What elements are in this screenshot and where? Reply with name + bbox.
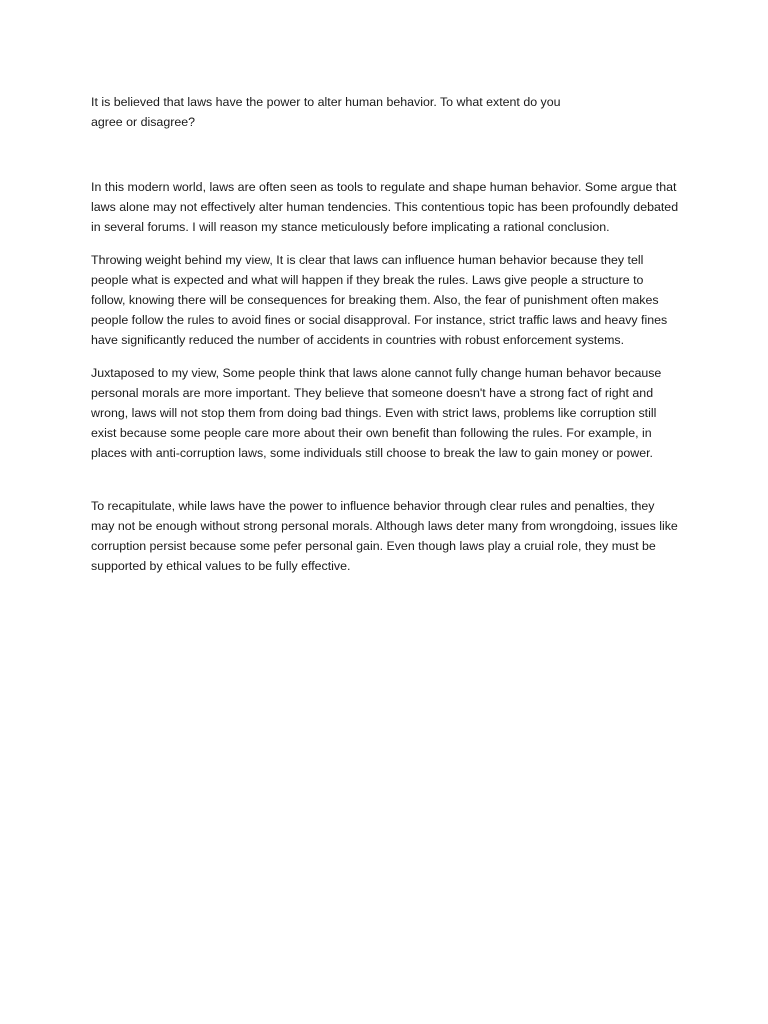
essay-prompt: It is believed that laws have the power to alter human behavior. To what extent do you agree or disagree? — [91, 95, 561, 129]
paragraph-body-counter: Juxtaposed to my view, Some people think that laws alone cannot fully change human behavor because personal morals are more important. They believe that someone doesn't have a strong fact of right and wrong, laws will not stop them from doing bad things. Even with strict laws, problems like corruption still exist because some people care more about their own benefit than following the rules. For example, in places with anti-corruption laws, some individuals still choose to break the law to gain money or power. — [91, 366, 662, 460]
paragraph-body-support: Throwing weight behind my view, It is clear that laws can influence human behavior because they tell people what is expected and what will happen if they break the rules. Laws give people a structure to follow, knowing there will be consequences for breaking them. Also, the fear of punishment often makes people follow the rules to avoid fines or social disapproval. For instance, strict traffic laws and heavy fines have significantly reduced the number of accidents in countries with robust enforcement systems. — [91, 253, 668, 347]
paragraph-conclusion: To recapitulate, while laws have the power to influence behavior through clear rules and penalties, they may not be enough without strong personal morals. Although laws deter many from wrongdoing, issues like corruption persist because some pefer personal gain. Even though laws play a cruial role, they must be supported by ethical values to be fully effective. — [91, 499, 678, 573]
paragraph-introduction: In this modern world, laws are often seen as tools to regulate and shape human behavior. Some argue that laws alone may not effectively alter human tendencies. This contentious topic has been profoundly debated in several forums. I will reason my stance meticulously before implicating a rational conclusion. — [91, 180, 679, 234]
